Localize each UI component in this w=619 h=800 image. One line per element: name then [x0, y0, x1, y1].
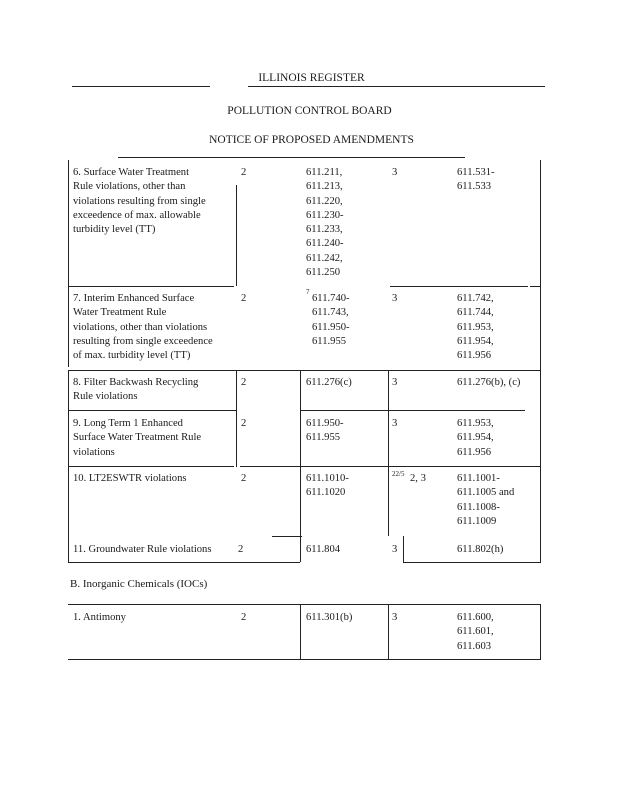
tier-cell: 2	[241, 377, 247, 388]
citation-cell: 611.802(h)	[457, 544, 504, 555]
citation-cell: 611.1001- 611.1005 and 611.1008- 611.1009	[457, 473, 515, 527]
citation-cell: 611.742, 611.744, 611.953, 611.954, 611.956	[457, 293, 494, 362]
regulation-cell: 611.1010- 611.1020	[306, 473, 349, 499]
tier2-cell: 3	[392, 377, 398, 388]
tier-cell: 2	[241, 293, 247, 304]
regulation-cell: 611.740- 611.743, 611.950- 611.955	[312, 293, 350, 347]
regulation-cell: 611.301(b)	[306, 612, 353, 623]
tier2-cell: 3	[392, 418, 398, 429]
citation-cell: 611.276(b), (c)	[457, 377, 521, 388]
header-rule-left	[72, 86, 210, 87]
tier-cell: 2	[238, 544, 244, 555]
footnote-marker: 22/5	[392, 470, 405, 478]
section-heading: B. Inorganic Chemicals (IOCs)	[70, 578, 208, 590]
notice-title: NOTICE OF PROPOSED AMENDMENTS	[209, 134, 414, 146]
citation-cell: 611.953, 611.954, 611.956	[457, 418, 494, 458]
tier-cell: 2	[241, 418, 247, 429]
violation-cell: 7. Interim Enhanced Surface Water Treatment Rule violations, other than violations resulting from single exceedence of max. turbidity level (TT)	[73, 293, 213, 362]
board-title: POLLUTION CONTROL BOARD	[227, 105, 392, 117]
tier-cell: 2	[241, 167, 247, 178]
tier2-cell: 3	[392, 167, 398, 178]
regulation-cell: 611.804	[306, 544, 341, 555]
tier2-cell: 3	[392, 293, 398, 304]
violation-cell: 9. Long Term 1 Enhanced Surface Water Treatment Rule violations	[73, 418, 202, 458]
regulation-cell: 611.211, 611.213, 611.220, 611.230- 611.233, 611.240- 611.242, 611.250	[306, 167, 344, 279]
violation-cell: 6. Surface Water Treatment Rule violations, other than violations resulting from single exceedence of max. allowable turbidity level (TT)	[73, 167, 206, 236]
footnote-marker: 7	[306, 288, 310, 296]
tier2-cell: 2, 3	[410, 473, 426, 484]
citation-cell: 611.531- 611.533	[457, 167, 495, 193]
tier2-cell: 3	[392, 544, 398, 555]
tier-cell: 2	[241, 473, 247, 484]
header-rule-right	[248, 86, 545, 87]
regulation-cell: 611.950- 611.955	[306, 418, 344, 444]
tier2-cell: 3	[392, 612, 398, 623]
violation-cell: 8. Filter Backwash Recycling Rule violations	[73, 377, 199, 403]
regulation-cell: 611.276(c)	[306, 377, 352, 388]
citation-cell: 611.600, 611.601, 611.603	[457, 612, 494, 652]
violation-cell: 11. Groundwater Rule violations	[73, 544, 212, 555]
violation-cell: 10. LT2ESWTR violations	[73, 473, 187, 484]
register-title: ILLINOIS REGISTER	[258, 72, 365, 84]
violation-cell: 1. Antimony	[73, 612, 126, 623]
tier-cell: 2	[241, 612, 247, 623]
